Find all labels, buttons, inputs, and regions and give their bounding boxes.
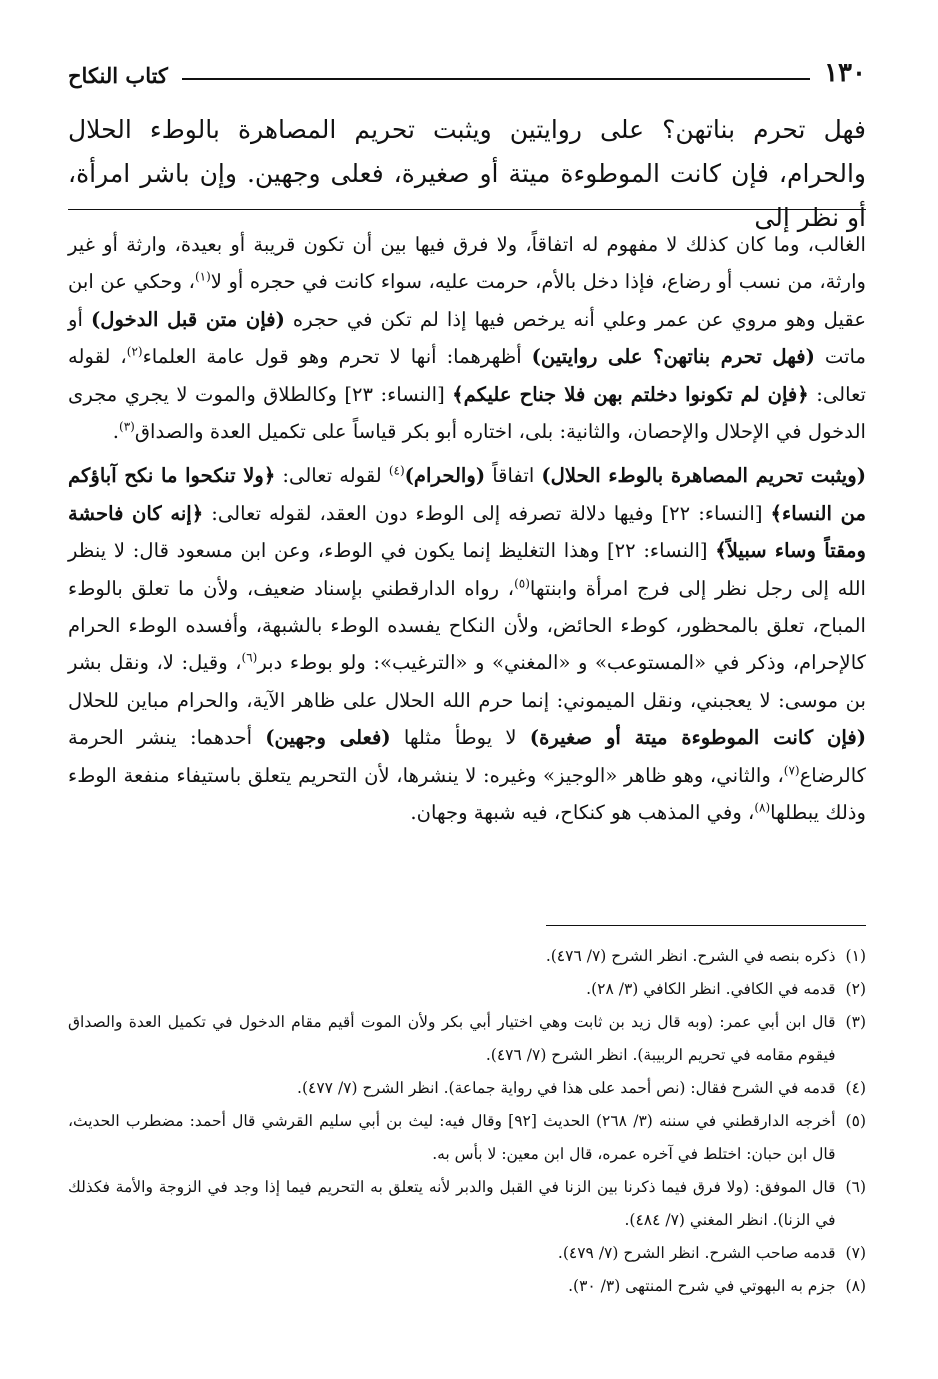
- book-title: كتاب النكاح: [68, 63, 168, 88]
- footnote-number: (٦): [845, 1178, 866, 1196]
- footnote-number: (٣): [845, 1013, 866, 1031]
- commentary-paragraph-2: [68, 457, 866, 831]
- matn-quote: (والحرام): [404, 464, 486, 488]
- footnote-ref[interactable]: (٢): [126, 344, 143, 359]
- footnotes: [68, 940, 866, 1303]
- footnote-text: قدمه في الكافي. انظر الكافي (٣/ ٢٨).: [586, 980, 836, 998]
- footnote-ref[interactable]: (٤): [388, 463, 405, 478]
- matn-text: فهل تحرم بناتهن؟ على روايتين ويثبت تحريم المصاهرة بالوطء الحلال والحرام، فإن كانت الموطوءة ميتة أو صغيرة، فعلى وجهين. وإن باشر امرأة، أو نظر إلى: [68, 115, 866, 232]
- footnote-item: [68, 1105, 866, 1171]
- footnote-item: [68, 1072, 866, 1105]
- text-run: ، وحكي عن ابن عقيل وهو مروي عن عمر وعلي أنه يرخص فيها إذا لم تكن في حجره: [68, 270, 867, 331]
- footnote-item: [68, 973, 866, 1006]
- footnote-text: أخرجه الدارقطني في سننه (٣/ ٢٦٨) الحديث [٩٢] وقال فيه: ليث بن أبي سليم القرشي قال أحمد: مضطرب الحديث، قال ابن حبان: اختلط في آخره عمره، قال ابن معين: لا بأس به.: [68, 1112, 836, 1163]
- page-header: [68, 50, 866, 86]
- text-run: [النساء: ٢٢] وفيها دلالة تصرفه إلى الوطء دون العقد، لقوله تعالى:: [203, 501, 771, 525]
- text-run: ، رواه الدارقطني بإسناد ضعيف، ولأن ما تعلق بالوطء المباح، تعلق بالمحظور، كوطء الحائض، ولأن النكاح يفسده الوطء بالشبهة، وأفسده الوطء الحرام كالإحرام، وذكر في «المستوعب» و «المغني» و «الترغيب»: ولو بوطء دبر: [68, 576, 867, 675]
- footnote-number: (٢): [845, 980, 866, 998]
- footnote-number: (٧): [845, 1244, 866, 1262]
- text-run: اتفاقاً: [485, 464, 542, 488]
- footnote-item: [68, 1006, 866, 1072]
- footnote-number: (١): [845, 947, 866, 965]
- footnote-ref[interactable]: (١): [194, 269, 211, 284]
- text-run: [النساء: ٢٣] وكالطلاق والموت لا يجري مجرى الدخول في الإحلال والإحصان، والثانية: بلى، اختاره أبو بكر قياساً على تكميل العدة والصداق: [68, 382, 866, 444]
- footnote-item: [68, 1237, 866, 1270]
- text-run: أظهرهما: أنها لا تحرم وهو قول عامة العلماء: [142, 345, 532, 369]
- footnote-ref[interactable]: (٨): [754, 800, 771, 815]
- footnote-ref[interactable]: (٦): [241, 650, 258, 665]
- commentary: [68, 226, 866, 832]
- text-run: [النساء: ٢٢] وهذا التغليظ إنما يكون في الوطء، وعن ابن مسعود قال: لا ينظر الله إلى رجل نظر إلى فرج امرأة وابنتها: [68, 539, 867, 600]
- footnote-text: قال ابن أبي عمر: (وبه قال زيد بن ثابت وهي اختيار أبي بكر ولأن الموت أقيم مقام الدخول في تكميل العدة والصداق فيقوم مقامه في تحريم الربيبة). انظر الشرح (٧/ ٤٧٦).: [68, 1013, 836, 1064]
- footnote-text: قدمه في الشرح فقال: (نص أحمد على هذا في رواية جماعة). انظر الشرح (٧/ ٤٧٧).: [297, 1079, 836, 1097]
- matn-quote: (فعلى وجهين): [265, 726, 391, 750]
- text-run: ، والثاني، وهو ظاهر «الوجيز» وغيره: لا ينشرها، لأن التحريم يتعلق باستيفاء منفعة الوطء وذلك يبطلها: [68, 763, 866, 825]
- footnote-item: [68, 1171, 866, 1237]
- footnote-text: ذكره بنصه في الشرح. انظر الشرح (٧/ ٤٧٦).: [545, 947, 836, 965]
- footnote-number: (٤): [845, 1079, 866, 1097]
- commentary-paragraph-1: [68, 226, 866, 450]
- footnote-number: (٨): [845, 1277, 866, 1295]
- text-run: أو ماتت: [68, 307, 866, 369]
- text-run: .: [112, 420, 119, 444]
- text-run: أحدهما: ينشر الحرمة كالرضاع: [68, 726, 866, 787]
- header-rule: [182, 78, 810, 80]
- footnote-divider: [546, 925, 866, 926]
- quran-quote: ﴿فإن لم تكونوا دخلتم بهن فلا جناح عليكم﴾: [452, 382, 809, 406]
- footnote-number: (٥): [845, 1112, 866, 1130]
- text-run: لقوله تعالى:: [275, 464, 389, 488]
- text-run: الغالب، وما كان كذلك لا مفهوم له اتفاقاً، ولا فرق فيها بين أن تكون قريبة أو بعيدة، وارثة أو غير وارثة، من نسب أو رضاع، فإذا دخل بالأم، حرمت عليه، سواء كانت في حجره أو لا: [68, 233, 867, 294]
- footnote-item: [68, 1270, 866, 1303]
- matn-divider: [68, 209, 866, 210]
- text-run: ، لقوله تعالى:: [68, 345, 866, 406]
- matn-quote: (ويثبت تحريم المصاهرة بالوطء الحلال): [541, 464, 866, 488]
- footnote-ref[interactable]: (٥): [514, 576, 530, 591]
- matn-quote: (فإن متن قبل الدخول): [90, 307, 285, 331]
- footnote-text: جزم به البهوتي في شرح المنتهى (٣/ ٣٠).: [568, 1277, 836, 1295]
- footnote-item: [68, 940, 866, 973]
- footnote-text: قال الموفق: (ولا فرق فيما ذكرنا بين الزنا في القبل والدبر لأنه يتعلق به التحريم فيما إذا وجد في الزوجة والأمة فكذلك في الزنا). انظر المغني (٧/ ٤٨٤).: [68, 1178, 836, 1229]
- matn-quote: (فهل تحرم بناتهن؟ على روايتين): [531, 345, 815, 369]
- text-run: لا يوطأ مثلها: [390, 726, 530, 750]
- quran-quote: ﴿ولا تنكحوا ما نكح آباؤكم من النساء﴾: [68, 464, 866, 525]
- footnote-ref[interactable]: (٧): [783, 763, 800, 778]
- matn-quote: (فإن كانت الموطوءة ميتة أو صغيرة): [529, 726, 866, 750]
- footnote-ref[interactable]: (٣): [119, 419, 135, 434]
- page-number: ١٣٠: [824, 58, 866, 88]
- footnote-text: قدمه صاحب الشرح. انظر الشرح (٧/ ٤٧٩).: [557, 1244, 836, 1262]
- text-run: ، وفي المذهب هو كنكاح، فيه شبهة وجهان.: [410, 801, 755, 825]
- text-run: ، وقيل: لا، ونقل بشر بن موسى: لا يعجبني، ونقل الميموني: إنما حرم الله الحلال على ظاهر الآية، والحرام مباين للحلال: [68, 651, 866, 712]
- quran-quote: ﴿إنه كان فاحشة ومقتاً وساء سبيلاً﴾: [68, 501, 866, 563]
